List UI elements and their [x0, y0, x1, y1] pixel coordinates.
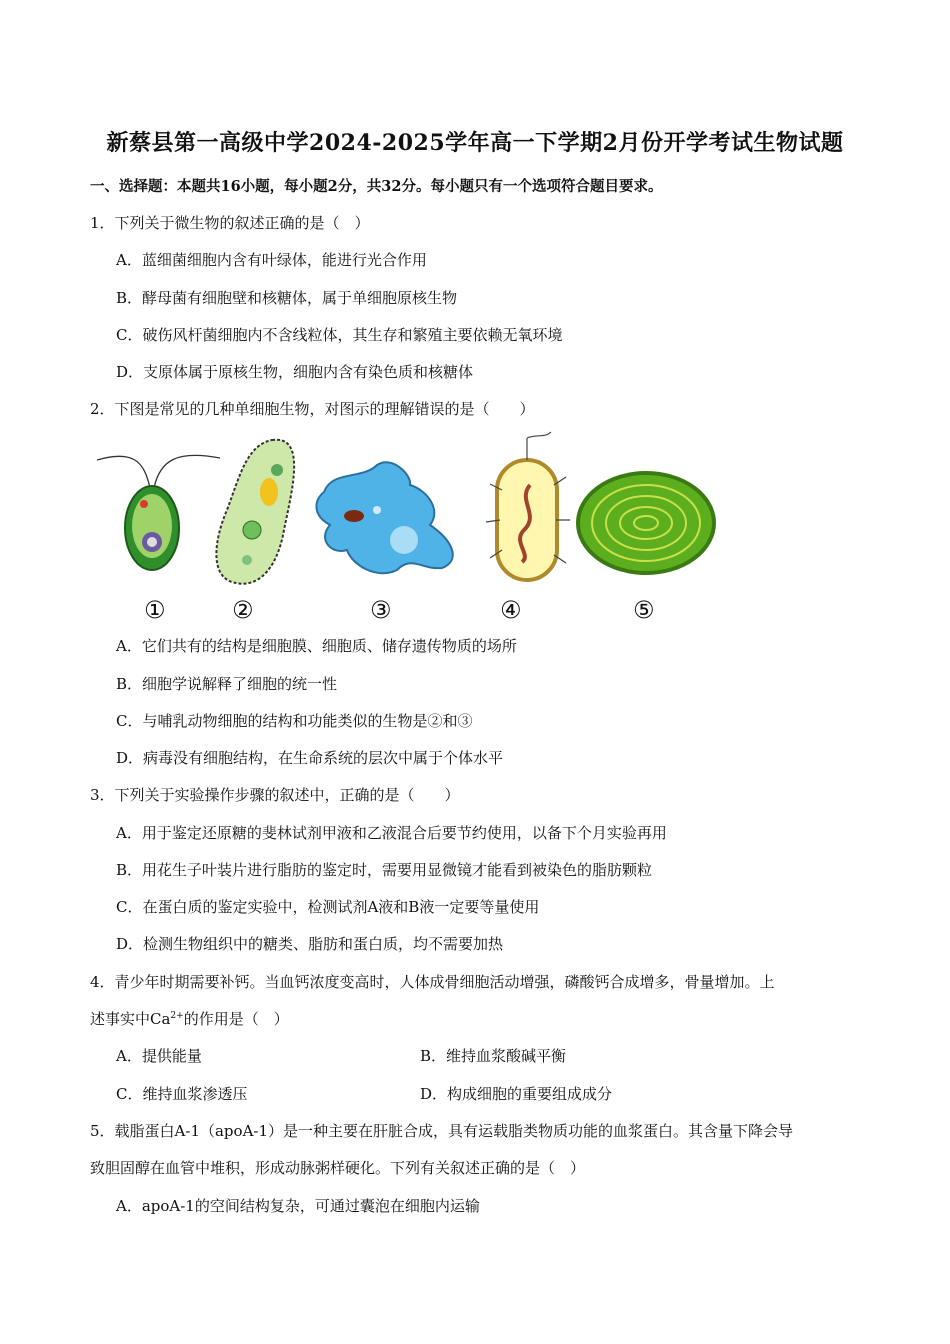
q1-stem: 1．下列关于微生物的叙述正确的是（ ）	[90, 214, 370, 232]
section-heading: 一、选择题：本题共16小题，每小题2分，共32分。每小题只有一个选项符合题目要求。	[90, 178, 663, 195]
q3-option-d: D．检测生物组织中的糖类、脂肪和蛋白质，均不需要加热	[116, 935, 504, 953]
q4-option-b: B．维持血浆酸碱平衡	[420, 1047, 567, 1065]
chlamydomonas-drawing	[97, 455, 220, 570]
page-title: 新蔡县第一高级中学2024-2025学年高一下学期2月份开学考试生物试题	[106, 130, 844, 156]
organisms-figure	[92, 430, 722, 625]
q4-option-c: C．维持血浆渗透压	[116, 1085, 248, 1103]
q4-stem-part2: 的作用是（ ）	[183, 1010, 289, 1028]
label-3: ③	[370, 596, 392, 624]
label-5: ⑤	[633, 596, 655, 624]
q1-option-c: C．破伤风杆菌细胞内不含线粒体，其生存和繁殖主要依赖无氧环境	[116, 326, 563, 344]
q2-stem: 2．下图是常见的几种单细胞生物，对图示的理解错误的是（ ）	[90, 400, 535, 418]
q4-stem-line1: 4．青少年时期需要补钙。当血钙浓度变高时，人体成骨细胞活动增强，磷酸钙合成增多，骨量增加。上	[90, 973, 775, 991]
cyanobacterium-drawing	[578, 473, 714, 573]
q4-option-d: D．构成细胞的重要组成成分	[420, 1085, 613, 1103]
q2-option-c: C．与哺乳动物细胞的结构和功能类似的生物是②和③	[116, 712, 473, 730]
q1-option-d: D．支原体属于原核生物，细胞内含有染色质和核糖体	[116, 363, 474, 381]
q1-option-a: A．蓝细菌细胞内含有叶绿体，能进行光合作用	[116, 251, 427, 269]
q2-option-b: B．细胞学说解释了细胞的统一性	[116, 675, 338, 693]
q5-option-a: A．apoA-1的空间结构复杂，可通过囊泡在细胞内运输	[116, 1197, 480, 1215]
q4-stem-line2	[90, 1008, 289, 1029]
q3-option-c: C．在蛋白质的鉴定实验中，检测试剂A液和B液一定要等量使用	[116, 898, 540, 916]
q2-option-a: A．它们共有的结构是细胞膜、细胞质、储存遗传物质的场所	[116, 637, 517, 655]
bacterium-drawing	[486, 432, 570, 580]
label-2: ②	[232, 596, 254, 624]
q4-option-a: A．提供能量	[116, 1047, 202, 1065]
label-4: ④	[500, 596, 522, 624]
q2-option-d: D．病毒没有细胞结构，在生命系统的层次中属于个体水平	[116, 749, 504, 767]
q3-option-a: A．用于鉴定还原糖的斐林试剂甲液和乙液混合后要节约使用，以备下个月实验再用	[116, 824, 667, 842]
organisms-illustration	[92, 430, 722, 595]
paramecium-drawing	[216, 440, 294, 584]
q5-stem-line2: 致胆固醇在血管中堆积，形成动脉粥样硬化。下列有关叙述正确的是（ ）	[90, 1159, 586, 1177]
q1-option-b: B．酵母菌有细胞壁和核糖体，属于单细胞原核生物	[116, 289, 458, 307]
label-1: ①	[144, 596, 166, 624]
q4-charge: 2+	[170, 1011, 184, 1021]
q5-stem-line1: 5．载脂蛋白A-1（apoA-1）是一种主要在肝脏合成，具有运载脂类物质功能的血浆蛋白。其含量下降会导	[90, 1122, 794, 1140]
amoeba-drawing	[316, 462, 452, 573]
q4-stem-part1: 述事实中Ca	[90, 1010, 171, 1028]
q3-stem: 3．下列关于实验操作步骤的叙述中，正确的是（ ）	[90, 786, 460, 804]
q3-option-b: B．用花生子叶装片进行脂肪的鉴定时，需要用显微镜才能看到被染色的脂肪颗粒	[116, 861, 653, 879]
